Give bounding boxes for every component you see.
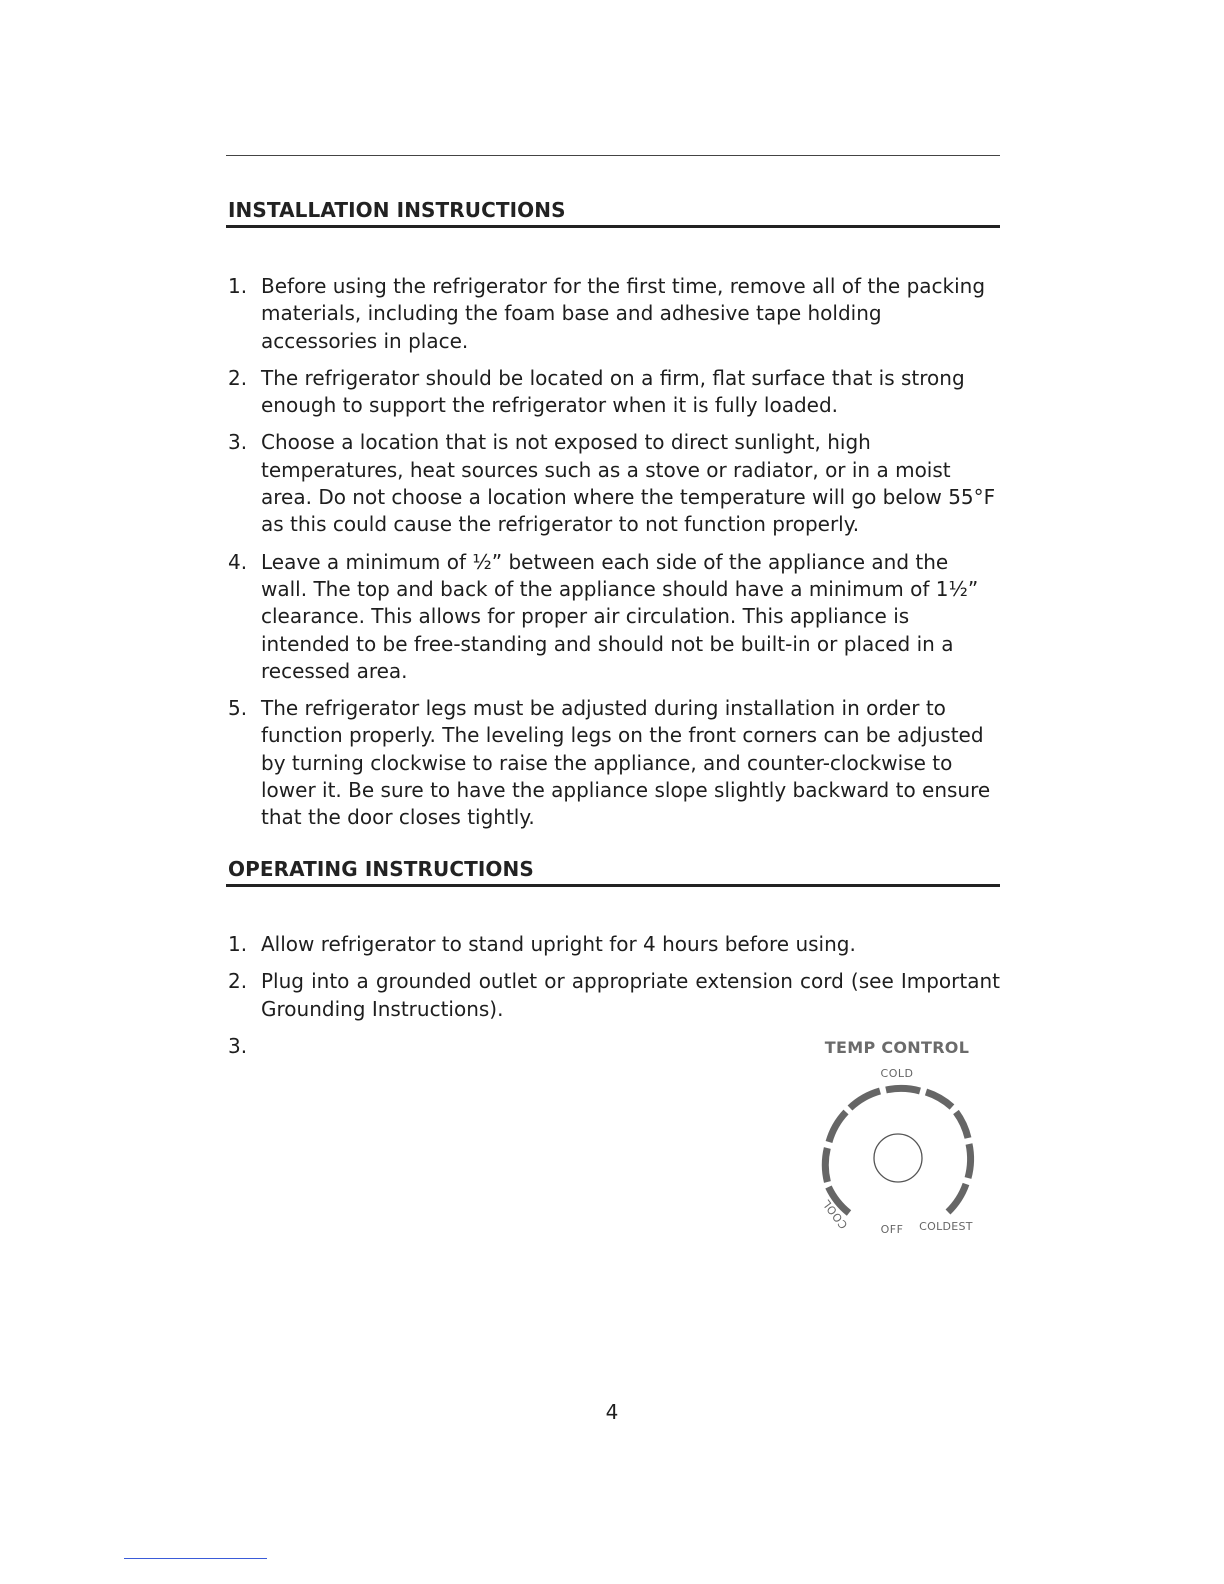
dial-arc-segment (926, 1092, 952, 1107)
installation-steps (228, 273, 1000, 842)
temp-dial-graphic (812, 1034, 992, 1244)
list-item (228, 968, 1000, 1023)
step-number: 4. (228, 549, 248, 574)
temp-control-title: TEMP CONTROL (824, 1038, 970, 1057)
page-number: 4 (605, 1400, 619, 1424)
list-item (228, 549, 1000, 685)
dial-label-cool: COOL (820, 1196, 851, 1232)
step-text: Leave a minimum of ½” between each side of the appliance and the wall. The top and back of the appliance should have a minimum of 1½” clearance. This allows for proper air circulation. This appliance is intended to be free-standing and should not be built-in or placed in a recessed area. (261, 549, 979, 683)
dial-label-off: OFF (880, 1223, 904, 1236)
dial-arc-segment (956, 1112, 968, 1138)
step-number: 2. (228, 365, 248, 390)
dial-label-cold: COLD (880, 1067, 914, 1080)
step-number: 1. (228, 932, 248, 956)
temp-control-diagram (812, 1034, 992, 1244)
dial-arc-segment (825, 1148, 827, 1182)
dial-arc-segment (850, 1091, 880, 1108)
step-number: 3. (228, 430, 248, 455)
dial-knob (874, 1134, 922, 1182)
step-text: Plug into a grounded outlet or appropriate extension cord (see Important Grounding Instructions). (261, 969, 1000, 1021)
list-item (228, 695, 1000, 831)
step-text: The refrigerator legs must be adjusted during installation in order to function properly. The leveling legs on the front corners can be adjusted by turning clockwise to raise the appliance, and counter-clockwise to lower it. Be sure to have the appliance slope slightly backward to ensure that the door closes tightly. (261, 696, 991, 830)
list-item (228, 429, 1000, 538)
step-text: Before using the refrigerator for the first time, remove all of the packing materials, including the foam base and adhesive tape holding accessories in place. (261, 274, 986, 353)
step-number: 2. (228, 969, 248, 994)
operating-heading: OPERATING INSTRUCTIONS (226, 857, 1000, 887)
step-number: 5. (228, 696, 248, 721)
footer-link-underline (124, 1558, 267, 1559)
list-item (228, 365, 1000, 420)
installation-heading: INSTALLATION INSTRUCTIONS (226, 198, 1000, 228)
list-item (228, 273, 1000, 355)
dial-arc-segment (886, 1088, 920, 1091)
step-text: Choose a location that is not exposed to direct sunlight, high temperatures, heat sources such as a stove or radiator, or in a moist area. Do not choose a location where the temperature will go below 55°F as this could cause the refrigerator to not function properly. (261, 430, 996, 537)
list-item (228, 931, 1000, 958)
dial-arc-segment (948, 1184, 966, 1212)
dial-arc-segment (968, 1144, 971, 1178)
dial-label-coldest: COLDEST (919, 1220, 973, 1233)
step-text: The refrigerator should be located on a firm, flat surface that is strong enough to support the refrigerator when it is fully loaded. (261, 365, 965, 418)
top-divider (226, 155, 1000, 156)
dial-arc-segment (829, 1112, 846, 1142)
step-number: 1. (228, 274, 248, 298)
step-text: Allow refrigerator to stand upright for 4 hours before using. (261, 932, 856, 956)
step-number: 3. (228, 1033, 248, 1058)
